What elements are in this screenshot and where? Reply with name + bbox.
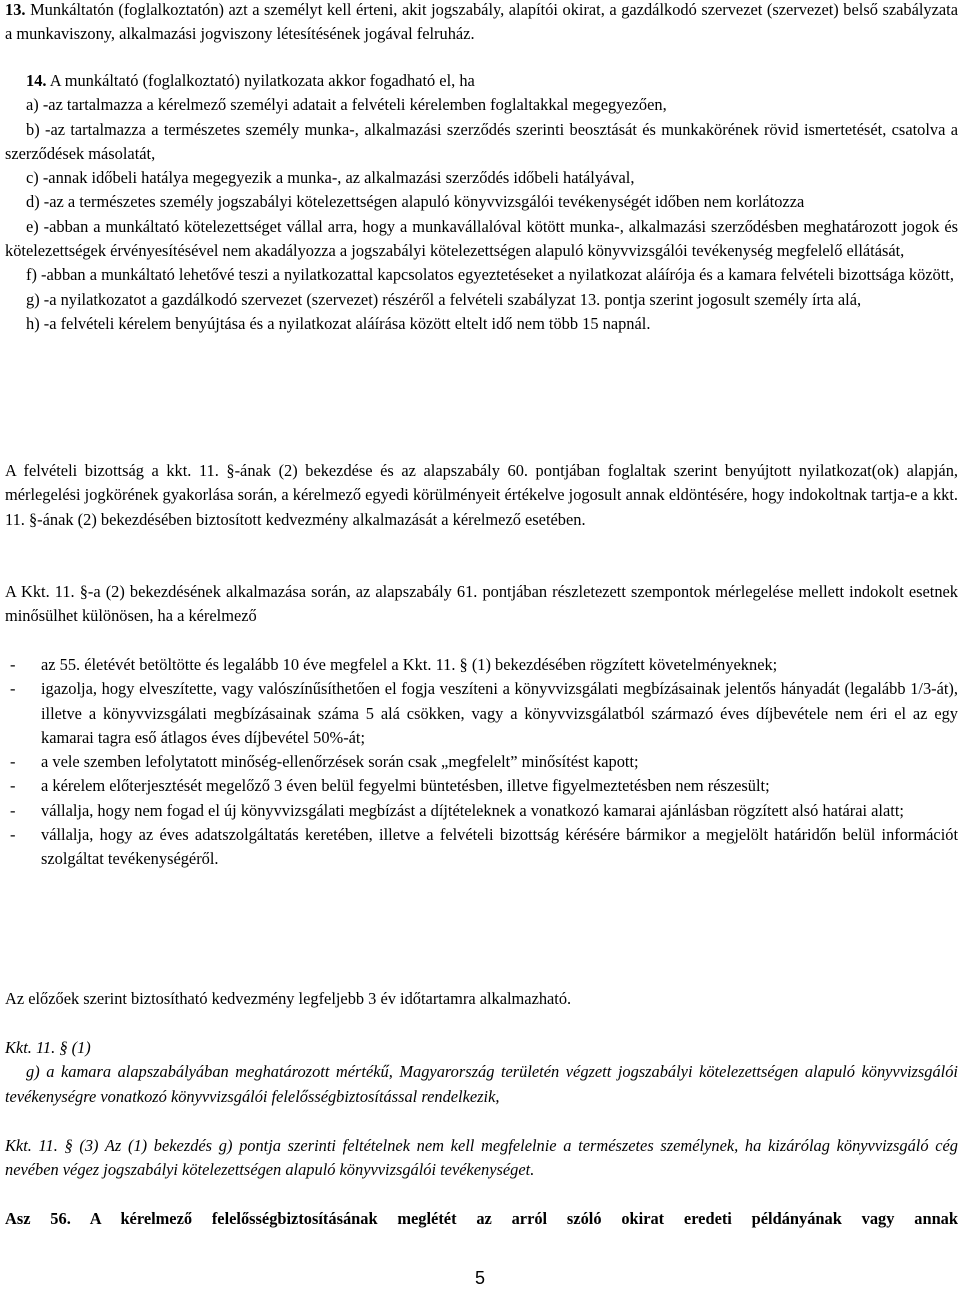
dash-list-item: - a kérelem előterjesztését megelőző 3 éven belül fegyelmi büntetésben, illetve figyelmeztetésben nem részesült; — [10, 776, 770, 796]
dash-list — [5, 653, 958, 872]
dash-list-item: - vállalja, hogy az éves adatszolgáltatás keretében, illetve a felvételi bizottság kérésére bármikor a megjelölt határidőn belül információt szolgáltat tevékenységéről. — [10, 825, 958, 869]
dash-list-item: - vállalja, hogy nem fogad el új könyvvizsgálati megbízást a díjtételeknek a vonatkozó kamarai ajánlásban rögzített alsó határai alatt; — [10, 800, 904, 820]
citation-text: g) a kamara alapszabályában meghatározott mértékű, Magyarország területén végzett jogszabályi kötelezettségen alapuló könyvvizsgálói tevékenységre vonatkozó könyvvizsgálói felelősségbiztosítással rendelkezik, — [5, 1062, 958, 1106]
list-item-a: a) -az tartalmazza a kérelmező személyi adatait a felvételi kérelemben foglaltakkal megegyezően, — [26, 95, 667, 115]
dash-list-item: - igazolja, hogy elveszítette, vagy valószínűsíthetően el fogja veszíteni a könyvvizsgálati megbízásainak jelentős hányadát (legalább 1/3-át), illetve a könyvvizsgálati megbízásainak száma 5 alá csökken, vagy a könyvvizsgálatból származó éves díjbevétele nem éri el az egy kamarai tagra eső átlagos éves díjbevétel 50%-át; — [10, 679, 958, 747]
list-item-e: e) -abban a munkáltató kötelezettséget vállal arra, hogy a munkavállalóval kötött munka-, alkalmazási szerződésben meghatározott jogok és kötelezettségek érvényesítésével nem akadályozza a jogszabályi kötelezettségen alapuló könyvvizsgálói tevékenység megfelelő ellátását, — [5, 216, 958, 261]
paragraph-bizottsag: A felvételi bizottság a kkt. 11. §-ának (2) bekezdése és az alapszabály 60. pontjában foglaltak szerint benyújtott nyilatkozat(ok) alapján, mérlegelési jogkörének gyakorlása során, a kérelmező egyedi körülményeit értékelve jogosult annak eldöntésére, hogy indokoltnak tartja-e a kkt. 11. §-ának (2) bekezdésében biztosított kedvezmény alkalmazását a kérelmező esetében. — [5, 461, 958, 529]
section-13-text: Munkáltatón (foglalkoztatón) azt a személyt kell érteni, akit jogszabály, alapítói okirat, a gazdálkodó szervezet (szervezet) belső szabályzata a munkaviszony, alkalmazási jogviszony létesítésének jogával felruház. — [5, 0, 958, 44]
section-14-intro: 14. A munkáltató (foglalkoztató) nyilatkozata akkor fogadható el, ha — [26, 71, 475, 90]
list-item-g: g) -a nyilatkozatot a gazdálkodó szervezet (szervezet) részéről a felvételi szabályzat 13. pontja szerint jogosult személy írta alá, — [26, 289, 862, 309]
citation-kkt-11-3: Kkt. 11. § (3) Az (1) bekezdés g) pontja szerinti feltételnek nem kell megfelelnie a természetes személynek, ha kizárólag könyvvizsgáló cég nevében végez jogszabályi kötelezettségen alapuló könyvvizsgálói tevékenységet. — [5, 1136, 958, 1180]
list-item-c: c) -annak időbeli hatálya megegyezik a munka-, az alkalmazási szerződés időbeli hatályával, — [26, 168, 635, 188]
dash-list-item: - a vele szemben lefolytatott minőség-ellenőrzések során csak „megfelelt” minősítést kapott; — [10, 752, 639, 772]
section-13-paragraph — [5, 0, 958, 47]
section-13 — [5, 0, 958, 47]
section-asz-56-paragraph: Asz 56. A kérelmező felelősségbiztosításának meglétét az arról szóló okirat eredeti példányának vagy annak — [5, 1209, 958, 1228]
paragraph-kkt: A Kkt. 11. §-a (2) bekezdésének alkalmazása során, az alapszabály 61. pontjában részletezett szempontok mérlegelése mellett indokolt esetnek minősülhet különösen, ha a kérelmező — [5, 582, 958, 626]
section-asz-56 — [5, 1207, 958, 1231]
dash-list-item: - az 55. életévét betöltötte és legalább 10 éve megfelel a Kkt. 11. § (1) bekezdésében rögzített követelményeknek; — [10, 655, 778, 674]
section-14 — [5, 69, 958, 336]
paragraph-kedvezmeny: Az előzőek szerint biztosítható kedvezmény legfeljebb 3 év időtartamra alkalmazható. — [5, 989, 572, 1008]
page-number: 5 — [474, 1268, 485, 1288]
list-item-h: h) -a felvételi kérelem benyújtása és a nyilatkozat aláírása között eltelt idő nem több 15 napnál. — [26, 313, 651, 333]
section-14-number: 14. — [26, 71, 47, 90]
section-13-number: 13. — [5, 0, 26, 19]
citation-heading: Kkt. 11. § (1) — [5, 1038, 91, 1057]
citation-kkt-11-1 — [5, 1036, 958, 1109]
list-item-d: d) -az a természetes személy jogszabályi kötelezettségen alapuló könyvvizsgálói tevékenységét időben nem korlátozza — [26, 192, 805, 212]
list-item-b: b) -az tartalmazza a természetes személy munka-, alkalmazási szerződés szerinti beosztását és munkakörének rövid ismertetését, csatolva a szerződések másolatát, — [5, 119, 958, 163]
list-item-f: f) -abban a munkáltató lehetővé teszi a nyilatkozattal kapcsolatos egyeztetéseket a nyilatkozat aláírója és a kamara felvételi bizottsága között, — [26, 265, 954, 285]
